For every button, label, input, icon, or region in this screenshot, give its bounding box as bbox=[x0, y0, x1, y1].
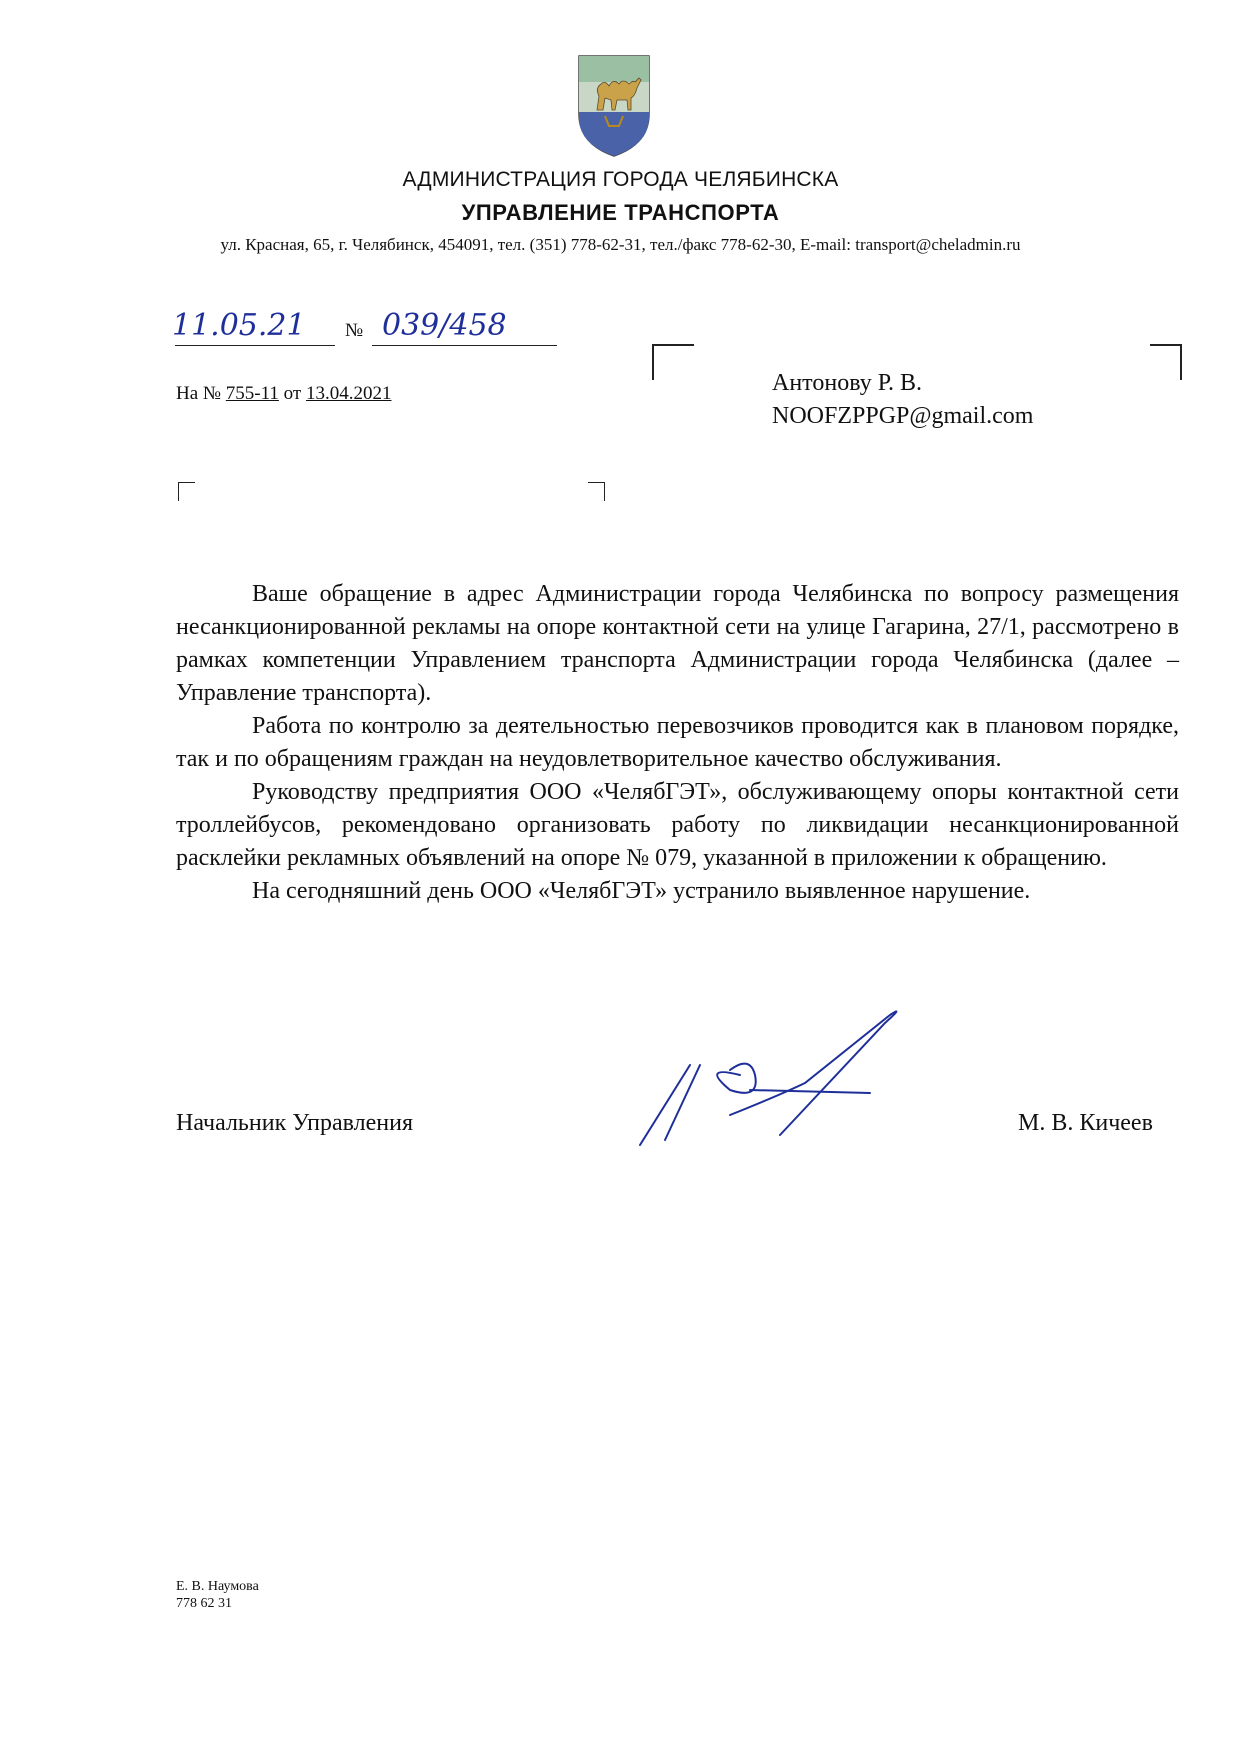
subject-corner-left bbox=[178, 482, 195, 501]
body-paragraph: На сегодняшний день ООО «ЧелябГЭТ» устранило выявленное нарушение. bbox=[252, 878, 1031, 904]
reference-number: 755-11 bbox=[225, 383, 279, 404]
signatory-name: М. В. Кичеев bbox=[1018, 1110, 1153, 1136]
organization-address: ул. Красная, 65, г. Челябинск, 454091, тел. (351) 778-62-31, тел./факс 778-62-30, E-mail: transport@cheladmin.ru bbox=[220, 235, 1021, 254]
reference-from: от bbox=[283, 383, 302, 404]
number-sign: № bbox=[345, 320, 364, 341]
executor-name: Е. В. Наумова bbox=[176, 1579, 259, 1594]
letter-body bbox=[176, 578, 1179, 908]
organization-name: АДМИНИСТРАЦИЯ ГОРОДА ЧЕЛЯБИНСКА bbox=[402, 168, 839, 191]
registration-date: 11.05.21 bbox=[172, 308, 306, 343]
coat-of-arms-icon bbox=[565, 52, 663, 158]
recipient-name: Антонову Р. В. bbox=[772, 370, 923, 396]
date-underline bbox=[175, 345, 335, 346]
registration-number: 039/458 bbox=[382, 308, 507, 343]
executor-phone: 778 62 31 bbox=[176, 1596, 232, 1611]
recipient-email: NOOFZPPGP@gmail.com bbox=[772, 403, 1034, 429]
department-name: УПРАВЛЕНИЕ ТРАНСПОРТА bbox=[461, 200, 780, 225]
body-paragraph: Работа по контролю за деятельностью перевозчиков проводится как в плановом порядке, так и по обращениям граждан на неудовлетворительное качество обслуживания. bbox=[176, 713, 1179, 772]
reference-line bbox=[176, 383, 391, 405]
recipient-block bbox=[772, 367, 1033, 433]
address-corner-top-left bbox=[652, 344, 694, 380]
handwritten-signature bbox=[630, 1005, 970, 1155]
body-paragraph: Ваше обращение в адрес Администрации города Челябинска по вопросу размещения несанкционированной рекламы на опоре контактной сети на улице Гагарина, 27/1, рассмотрено в рамках компетенции Управлением транспорта Администрации города Челябинска (далее – Управление транспорта). bbox=[176, 581, 1179, 706]
subject-corner-right bbox=[588, 482, 605, 501]
number-underline bbox=[372, 345, 557, 346]
signatory-title: Начальник Управления bbox=[176, 1110, 413, 1136]
reference-date: 13.04.2021 bbox=[305, 383, 392, 404]
executor-block bbox=[176, 1578, 259, 1612]
body-paragraph: Руководству предприятия ООО «ЧелябГЭТ», обслуживающему опоры контактной сети троллейбусов, рекомендовано организовать работу по ликвидации несанкционированной расклейки рекламных объявлений на опоре № 079, указанной в приложении к обращению. bbox=[176, 779, 1179, 871]
reference-prefix: На № bbox=[176, 383, 222, 404]
address-corner-top-right bbox=[1150, 344, 1182, 380]
